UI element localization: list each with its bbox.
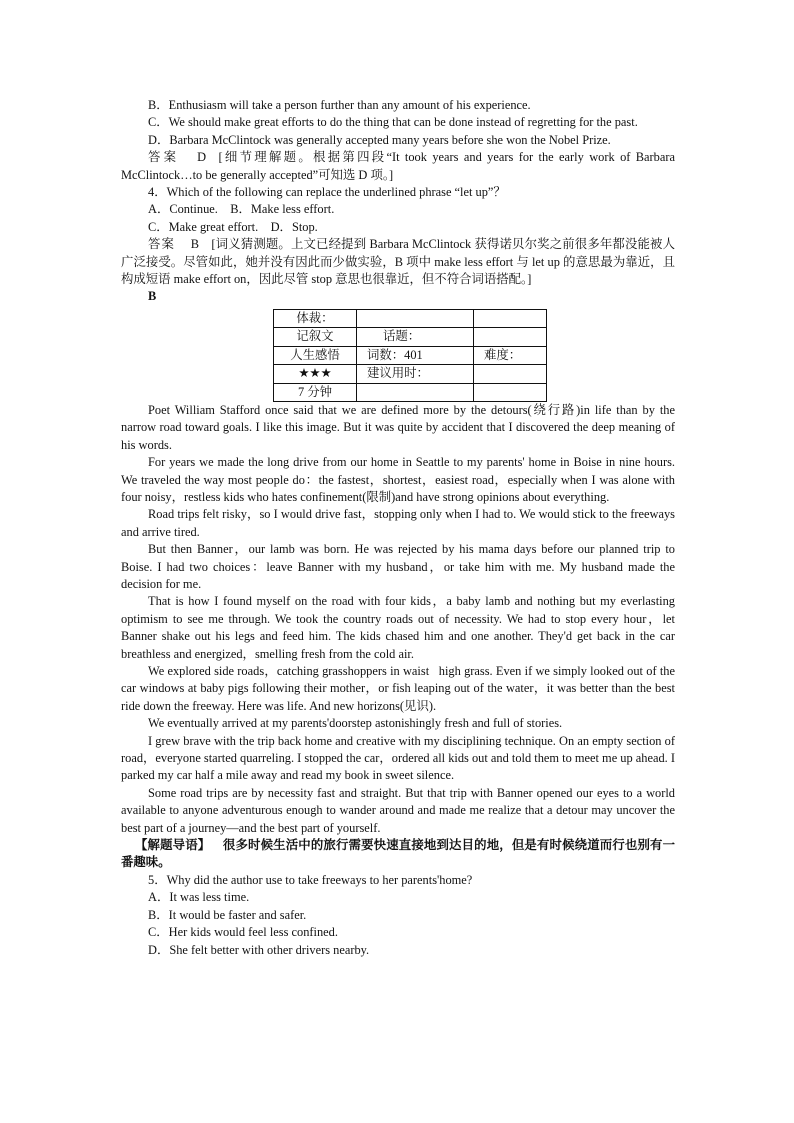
topic-label-cell: 话题： [357, 328, 474, 346]
passage-paragraph-4: But then Banner，our lamb was born. He was rejected by his mama days before our planned trip to Boise. I had two choices：leave Banner with my husband，or take him with me. My husband made the decision for me. [121, 542, 675, 591]
answer-label: 答案 [148, 237, 176, 252]
empty-cell [474, 309, 547, 327]
word-count-cell: 词数：401 [357, 346, 474, 364]
empty-cell [357, 383, 474, 401]
q4-answer [121, 236, 675, 288]
q5-stem: 5．Why did the author use to take freeways to her parents'home? [148, 872, 473, 887]
section-heading: B [148, 289, 157, 304]
answer-letter: D [197, 150, 207, 165]
answer-explanation: [细节理解题。根据第四段“It took years and years for the early work of Barbara McClintock…to be generally accepted”可知选 D 项。] [121, 150, 675, 182]
time-label-cell: 建议用时： [357, 365, 474, 383]
time-cell: 7 分钟 [274, 383, 357, 401]
empty-cell [474, 383, 547, 401]
q3-answer [121, 149, 675, 184]
genre-cell: 记叙文 [274, 328, 357, 346]
q3-option-d: D．Barbara McClintock was generally accepted many years before she won the Nobel Prize. [148, 132, 611, 147]
q4-options-ab: A．Continue. B．Make less effort. [148, 202, 335, 217]
q3-option-c: C．We should make great efforts to do the thing that can be done instead of regretting for the past. [148, 115, 638, 130]
worksheet-page [121, 97, 675, 959]
q5-option-a: A．It was less time. [148, 890, 250, 905]
passage-info-table [273, 309, 547, 402]
solving-guide [121, 837, 675, 872]
genre-label-cell: 体裁： [274, 309, 357, 327]
passage-paragraph-5: That is how I found myself on the road with four kids，a baby lamb and nothing but my everlasting optimism to see me through. We took the country roads out of necessity. We had to stop every hour，let Banner shake out his legs and feed him. The kids chased him and one another. They'd get back in the car breathless and energized，smelling fresh from the cold air. [121, 594, 675, 661]
guide-label: 【解题导语】 [135, 838, 211, 853]
q3-option-b: B．Enthusiasm will take a person further than any amount of his experience. [148, 98, 531, 112]
passage-paragraph-7: We eventually arrived at my parents'doorstep astonishingly fresh and full of stories. [148, 716, 563, 731]
answer-label: 答案 [148, 150, 180, 165]
passage-paragraph-2: For years we made the long drive from our home in Seattle to my parents' home in Boise in nine hours. We traveled the way most people do：the fastest，shortest，easiest road，especially when I was alone with four noisy，restless kids who hates confinement(限制)and have strong opinions about everything. [121, 455, 675, 504]
guide-text: 很多时候生活中的旅行需要快速直接地到达目的地，但是有时候绕道而行也别有一番趣味。 [121, 838, 676, 870]
passage-paragraph-6: We explored side roads，catching grasshoppers in waist high grass. Even if we simply looked out of the car windows at baby pigs following their mother，or fish leaping out of the water，it was better than the best ride down the freeway. Here was life. And new horizons(见识). [121, 664, 675, 713]
empty-cell [357, 309, 474, 327]
q5-option-d: D．She felt better with other drivers nearby. [148, 942, 370, 957]
q5-option-c: C．Her kids would feel less confined. [148, 925, 338, 940]
difficulty-label-cell: 难度： [474, 346, 547, 364]
empty-cell [474, 328, 547, 346]
q4-options-cd: C．Make great effort. D．Stop. [148, 219, 318, 234]
q5-option-b: B．It would be faster and safer. [148, 907, 307, 922]
empty-cell [474, 365, 547, 383]
answer-letter: B [190, 237, 200, 252]
passage-paragraph-1: Poet William Stafford once said that we are defined more by the detours(绕行路)in life than by the narrow road toward goals. I like this image. But it was quite by accident that I discovered the deep meaning of his words. [121, 402, 675, 452]
passage-paragraph-3: Road trips felt risky，so I would drive fast，stopping only when I had to. We would stick to the freeways and arrive tired. [121, 507, 675, 539]
difficulty-stars-cell: ★★★ [274, 365, 357, 383]
answer-explanation: [词义猜测题。上文已经提到 Barbara McClintock 获得诺贝尔奖之前很多年都没能被人广泛接受。尽管如此，她并没有因此而少做实验，B 项中 make less effort 与 let up 的意思最为靠近，且构成短语 make effort on，因此尽管 stop 意思也很靠近，但不符合词语搭配。] [121, 237, 675, 287]
passage-paragraph-9: Some road trips are by necessity fast and straight. But that trip with Banner opened our eyes to a world available to anyone adventurous enough to wander around and made me realize that a detour may uncover the best part of a journey—and the best part of yourself. [121, 785, 675, 835]
q4-stem: 4．Which of the following can replace the underlined phrase “let up”？ [148, 185, 506, 200]
passage-paragraph-8: I grew brave with the trip back home and creative with my disciplining technique. On an empty section of road，everyone started quarreling. I stopped the car，ordered all kids out and told them to meet me up ahead. I parked my car half a mile away and read my book in sweet silence. [121, 733, 675, 783]
topic-cell: 人生感悟 [274, 346, 357, 364]
